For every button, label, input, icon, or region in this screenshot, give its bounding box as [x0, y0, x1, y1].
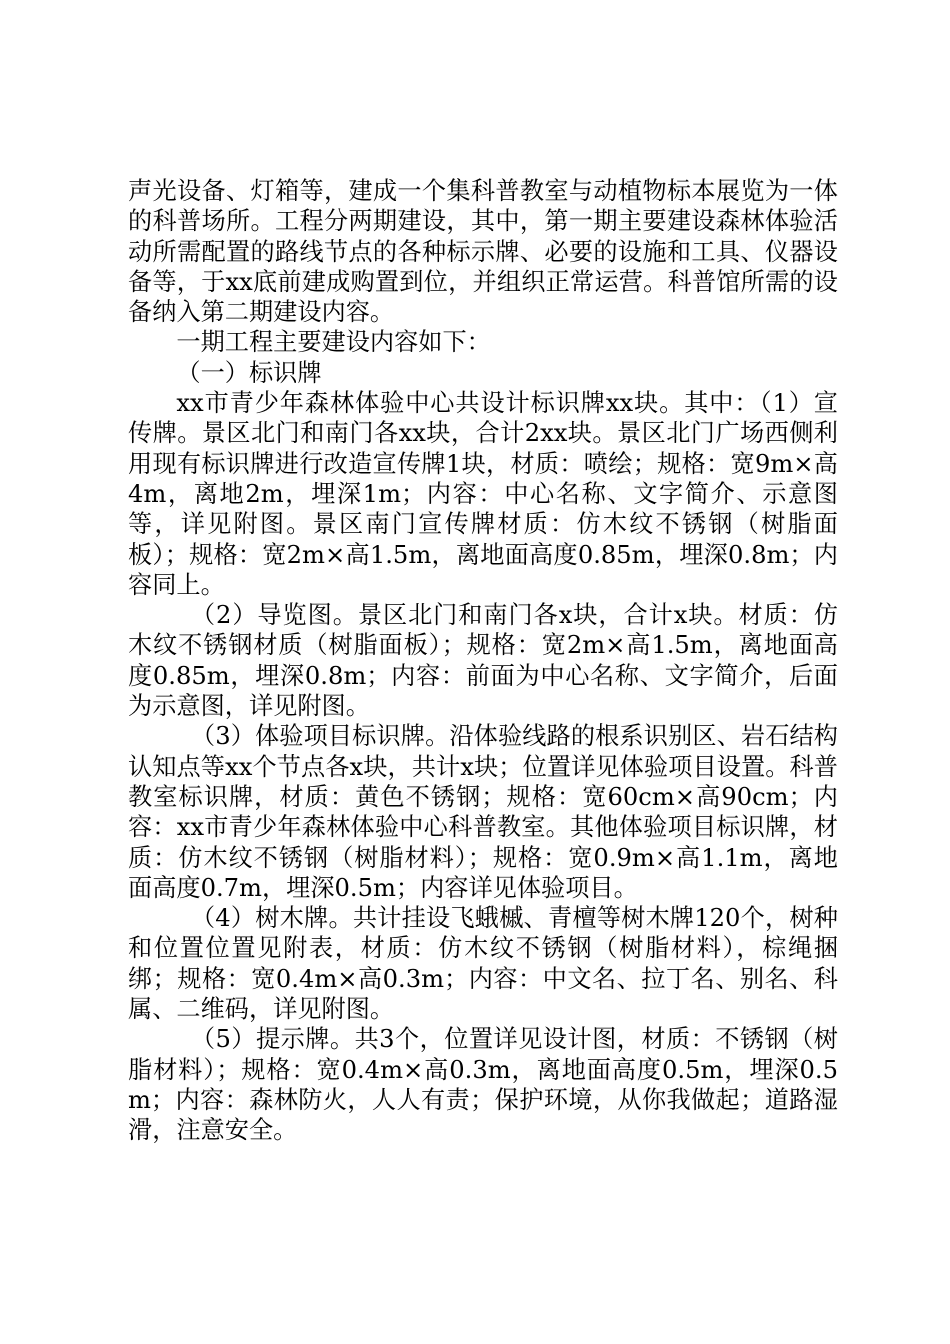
section-intro-paragraph: 一期工程主要建设内容如下：: [176, 328, 491, 357]
body-paragraph-1: 声光设备、灯箱等，建成一个集科普教室与动植物标本展览为一体的科普场所。工程分两期建设，其中，第一期主要建设森林体验活动所需配置的路线节点的各种标示牌、必要的设施和工具、仪器设备等，于xx底前建成购置到位，并组织正常运营。科普馆所需的设备纳入第二期建设内容。: [128, 177, 838, 327]
body-paragraph-reminder-signs: （5）提示牌。共3个，位置详见设计图，材质：不锈钢（树脂材料）；规格：宽0.4m×高0.3m，离地面高度0.5m，埋深0.5m；内容：森林防火，人人有责；保护环境，从你我做起；道路湿滑，注意安全。: [128, 1025, 838, 1145]
body-paragraph-project-signs: （3）体验项目标识牌。沿体验线路的根系识别区、岩石结构认知点等xx个节点各x块，共计x块；位置详见体验项目设置。科普教室标识牌，材质：黄色不锈钢；规格：宽60cm×高90cm；内容：xx市青少年森林体验中心科普教室。其他体验项目标识牌，材质：仿木纹不锈钢（树脂材料）；规格：宽0.9m×高1.1m，离地面高度0.7m，埋深0.5m；内容详见体验项目。: [128, 722, 838, 902]
body-paragraph-signage-overview: xx市青少年森林体验中心共设计标识牌xx块。其中：（1）宣传牌。景区北门和南门各xx块，合计2xx块。景区北门广场西侧利用现有标识牌进行改造宣传牌1块，材质：喷绘；规格：宽9m×高4m，离地2m，埋深1m；内容：中心名称、文字简介、示意图等，详见附图。景区南门宣传牌材质：仿木纹不锈钢（树脂面板）；规格：宽2m×高1.5m，离地面高度0.85m，埋深0.8m；内容同上。: [128, 389, 838, 599]
document-page: [128, 176, 838, 1146]
body-paragraph-guide-map: （2）导览图。景区北门和南门各x块，合计x块。材质：仿木纹不锈钢材质（树脂面板）；规格：宽2m×高1.5m，离地面高度0.85m，埋深0.8m；内容：前面为中心名称、文字简介，后面为示意图，详见附图。: [128, 601, 838, 721]
body-paragraph-tree-signs: （4）树木牌。共计挂设飞蛾槭、青檀等树木牌120个，树种和位置位置见附表，材质：仿木纹不锈钢（树脂材料），棕绳捆绑；规格：宽0.4m×高0.3m；内容：中文名、拉丁名、别名、科属、二维码，详见附图。: [128, 904, 838, 1024]
section-heading-signage: （一）标识牌: [176, 358, 322, 387]
